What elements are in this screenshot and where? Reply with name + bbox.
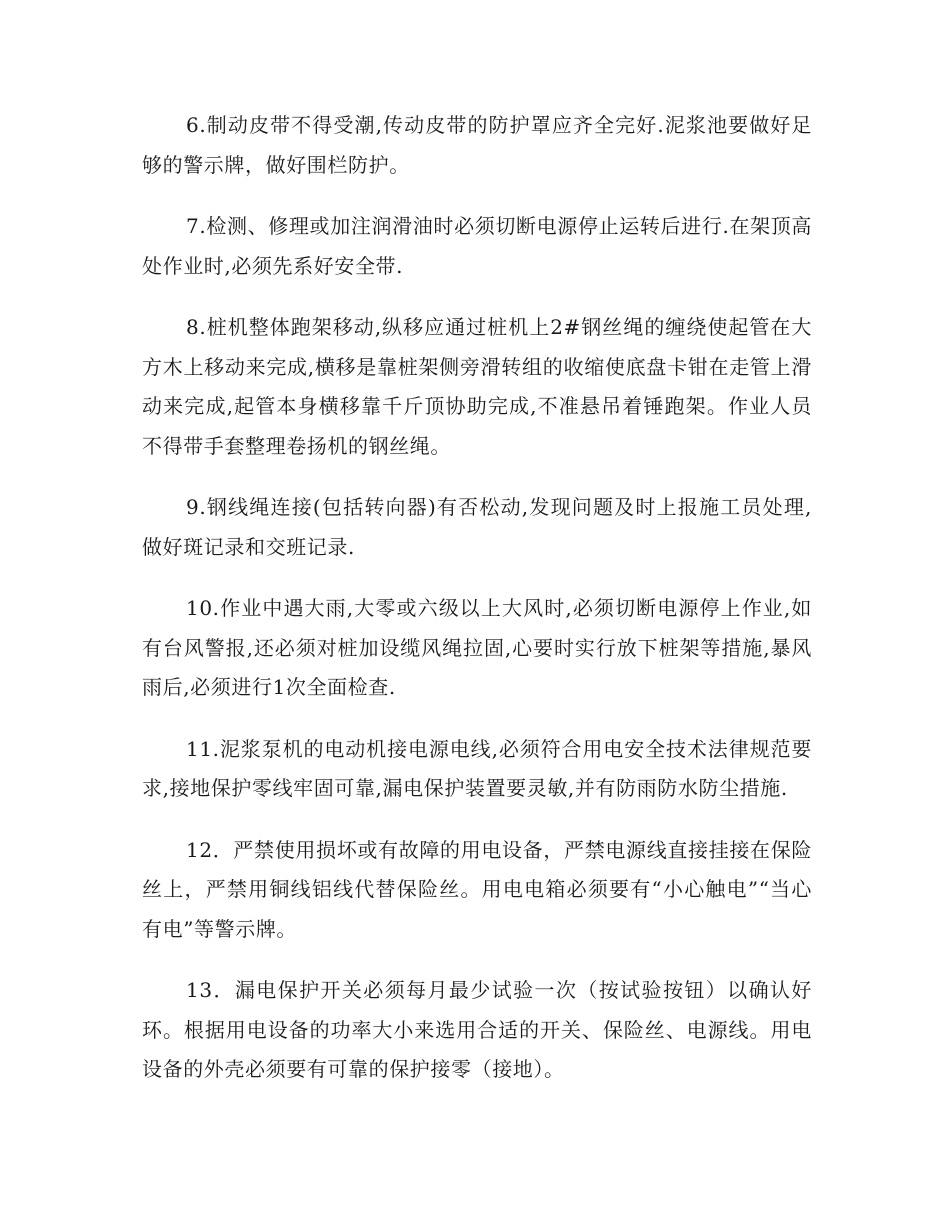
paragraph-item-7: 7.检测、修理或加注润滑油时必须切断电源停止运转后进行.在架顶高处作业时,必须先系好安全带. <box>142 214 812 278</box>
paragraph-item-9: 9.钢线绳连接(包括转向器)有否松动,发现问题及时上报施工员处理,做好斑记录和交班记录. <box>142 495 812 559</box>
paragraph-item-6: 6.制动皮带不得受潮,传动皮带的防护罩应齐全完好.泥浆池要做好足够的警示牌，做好围栏防护。 <box>142 113 812 177</box>
paragraph-item-11: 11.泥浆泵机的电动机接电源电线,必须符合用电安全技术法律规范要求,接地保护零线牢固可靠,漏电保护装置要灵敏,并有防雨防水防尘措施. <box>142 736 812 800</box>
paragraph-item-12: 12．严禁使用损坏或有故障的用电设备，严禁电源线直接挂接在保险丝上，严禁用铜线铝线代替保险丝。用电电箱必须要有“小心触电”“当心有电”等警示牌。 <box>142 837 812 941</box>
document-body <box>142 106 812 1090</box>
paragraph-item-10: 10.作业中遇大雨,大零或六级以上大风时,必须切断电源停上作业,如有台风警报,还必须对桩加设缆风绳拉固,心要时实行放下桩架等措施,暴风雨后,必须进行1次全面检查. <box>142 596 812 699</box>
paragraph-item-13: 13．漏电保护开关必须每月最少试验一次（按试验按钮）以确认好环。根据用电设备的功率大小来选用合适的开关、保险丝、电源线。用电设备的外壳必须要有可靠的保护接零（接地）。 <box>142 978 812 1081</box>
paragraph-item-8: 8.桩机整体跑架移动,纵移应通过桩机上2#钢丝绳的缠绕使起管在大方木上移动来完成,横移是靠桩架侧旁滑转组的收缩使底盘卡钳在走管上滑动来完成,起管本身横移靠千斤顶协助完成,不准悬吊着锤跑架。作业人员不得带手套整理卷扬机的钢丝绳。 <box>142 315 812 458</box>
